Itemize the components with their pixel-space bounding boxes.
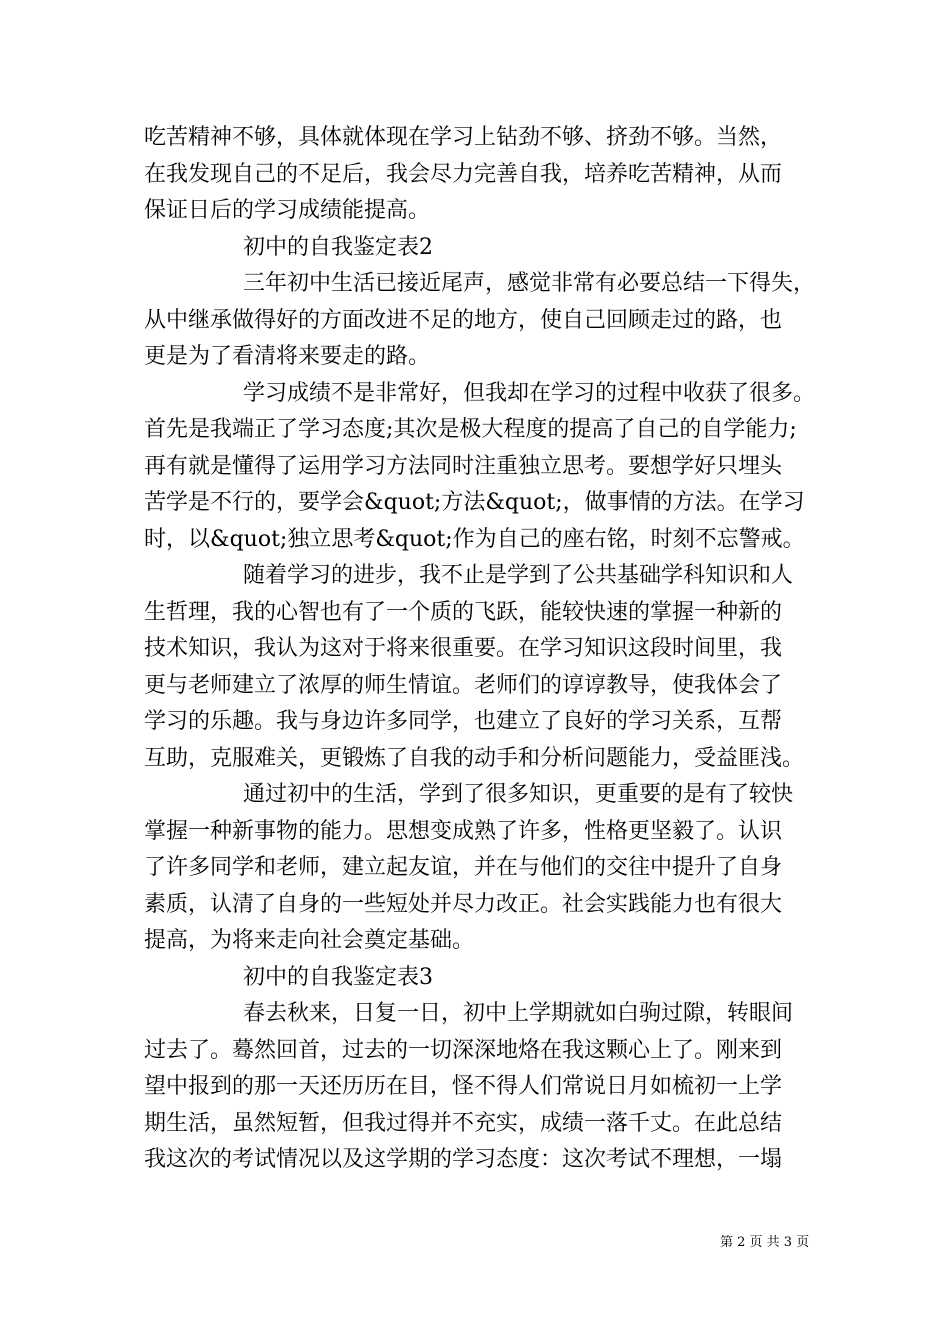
text-line: 学习成绩不是非常好，但我却在学习的过程中收获了很多。 — [243, 380, 816, 406]
text-line: 学习的乐趣。我与身边许多同学，也建立了良好的学习关系，互帮 — [144, 709, 783, 734]
text-line: 三年初中生活已接近尾声，感觉非常有必要总结一下得失， — [243, 271, 816, 296]
text-line: 吃苦精神不够，具体就体现在学习上钻劲不够、挤劲不够。当然， — [144, 125, 783, 150]
text-line: 随着学习的进步，我不止是学到了公共基础学科知识和人 — [243, 563, 794, 588]
text-line: 更与老师建立了浓厚的师生情谊。老师们的谆谆教导，使我体会了 — [144, 672, 783, 698]
text-line: 初中的自我鉴定表3 — [243, 964, 433, 990]
text-line: 从中继承做得好的方面改进不足的地方，使自己回顾走过的路，也 — [144, 307, 783, 333]
text-line: 我这次的考试情况以及这学期的学习态度：这次考试不理想，一塌 — [144, 1147, 783, 1172]
page-number: 第 2 页 共 3 页 — [720, 1235, 810, 1250]
text-line: 时，以&quot;独立思考&quot;作为自己的座右铭，时刻不忘警戒。 — [144, 526, 805, 552]
text-line: 互助，克服难关，更锻炼了自我的动手和分析问题能力，受益匪浅。 — [144, 745, 805, 771]
text-line: 苦学是不行的，要学会&quot;方法&quot;，做事情的方法。在学习 — [144, 490, 805, 515]
text-line: 望中报到的那一天还历历在目，怪不得人们常说日月如梳初一上学 — [144, 1074, 783, 1099]
text-line: 更是为了看清将来要走的路。 — [144, 344, 431, 369]
text-line: 春去秋来，日复一日，初中上学期就如白驹过隙，转眼间 — [243, 1001, 794, 1026]
text-line: 了许多同学和老师，建立起友谊，并在与他们的交往中提升了自身 — [144, 855, 783, 880]
text-line: 提高，为将来走向社会奠定基础。 — [144, 928, 475, 953]
text-line: 保证日后的学习成绩能提高。 — [144, 198, 431, 223]
text-line: 首先是我端正了学习态度;其次是极大程度的提高了自己的自学能力; — [144, 417, 797, 442]
text-line: 初中的自我鉴定表2 — [243, 234, 433, 260]
text-line: 过去了。蓦然回首，过去的一切深深地烙在我这颗心上了。刚来到 — [144, 1037, 783, 1063]
text-line: 在我发现自己的不足后，我会尽力完善自我，培养吃苦精神，从而 — [144, 161, 783, 187]
text-line: 生哲理，我的心智也有了一个质的飞跃，能较快速的掌握一种新的 — [144, 599, 783, 625]
text-line: 掌握一种新事物的能力。思想变成熟了许多，性格更坚毅了。认识 — [144, 818, 783, 844]
text-line: 再有就是懂得了运用学习方法同时注重独立思考。要想学好只埋头 — [144, 453, 783, 479]
document-body — [144, 120, 824, 1179]
text-line: 期生活，虽然短暂，但我过得并不充实，成绩一落千丈。在此总结 — [144, 1110, 783, 1136]
text-line: 素质，认清了自身的一些短处并尽力改正。社会实践能力也有很大 — [144, 891, 783, 917]
text-line: 技术知识，我认为这对于将来很重要。在学习知识这段时间里，我 — [144, 636, 783, 661]
text-line: 通过初中的生活，学到了很多知识，更重要的是有了较快 — [243, 782, 794, 807]
